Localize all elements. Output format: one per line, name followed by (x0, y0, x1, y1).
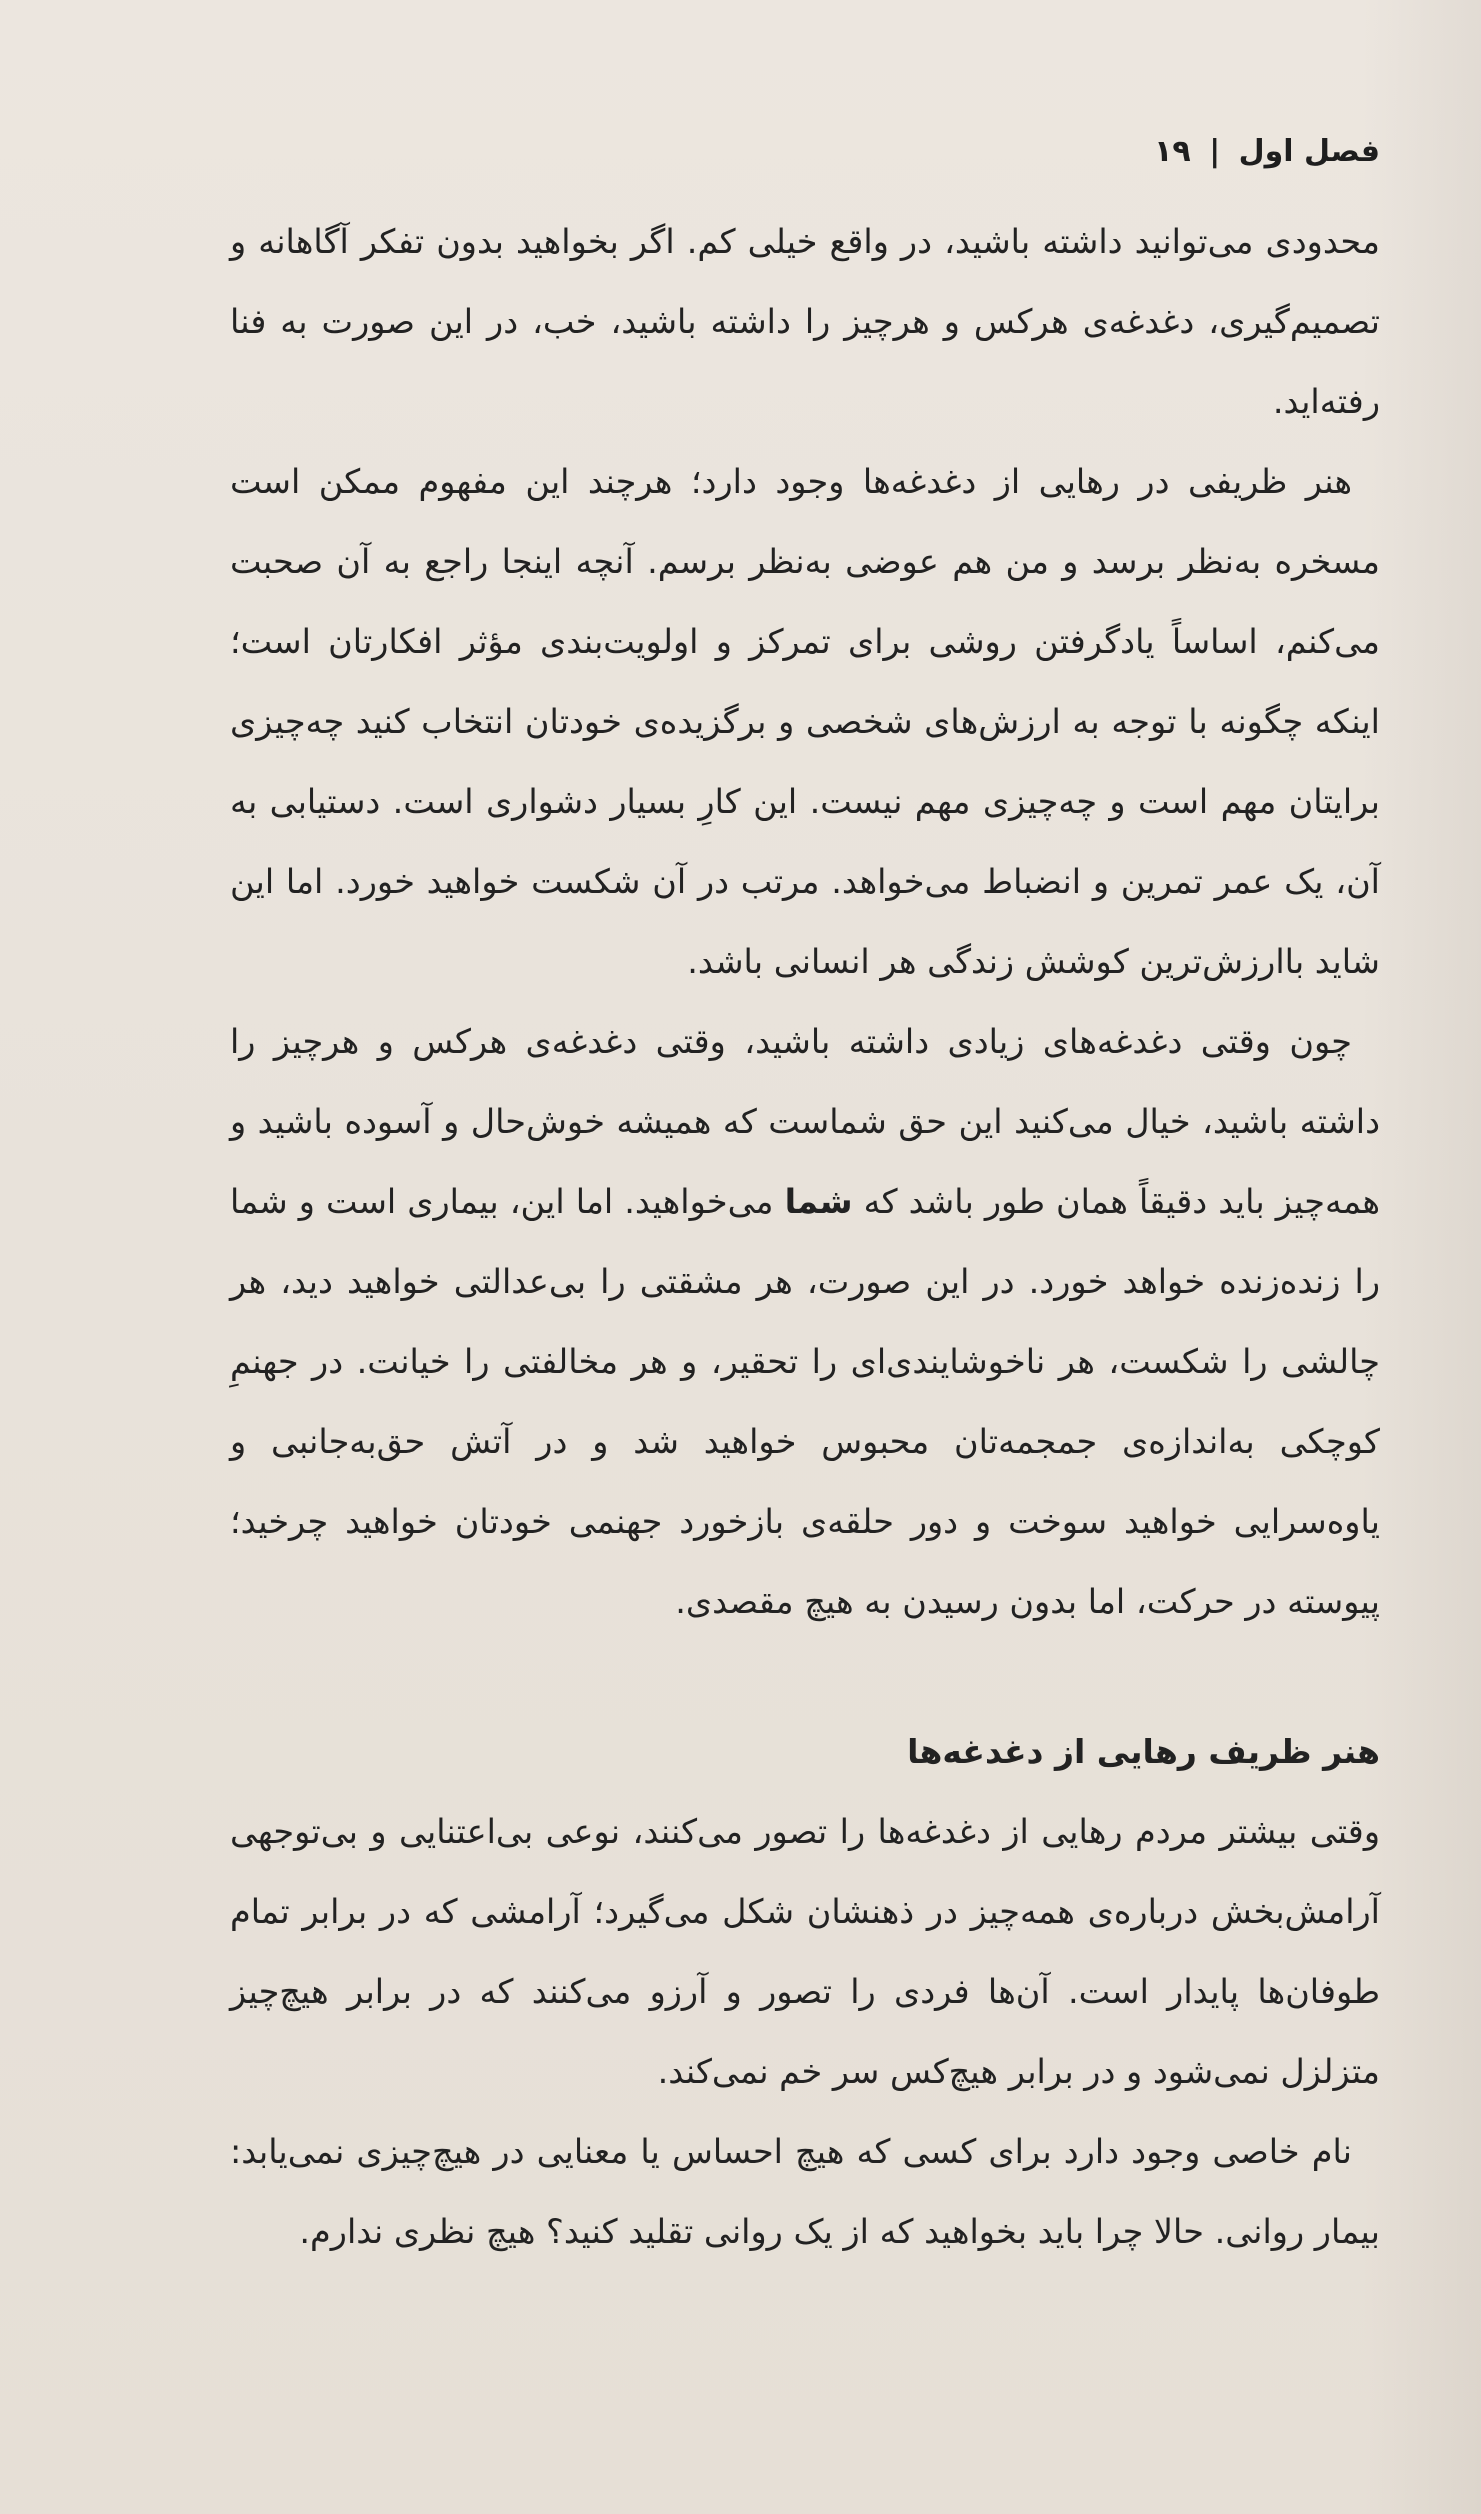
section-paragraph-2: نام خاصی وجود دارد برای کسی که هیچ احساس یا معنایی در هیچ‌چیزی نمی‌یابد: بیمار روانی. حالا چرا باید بخواهید که از یک روانی تقلید کنید؟ هیچ نظری ندارم. (230, 2132, 1380, 2251)
page-number: ۱۹ (1154, 134, 1191, 169)
paragraph-3 (230, 1002, 1380, 1642)
running-header (230, 130, 1380, 174)
header-separator: | (1209, 134, 1221, 169)
paragraph-1: محدودی می‌توانید داشته باشید، در واقع خیلی کم. اگر بخواهید بدون تفکر آگاهانه و تصمیم‌گیری، دغدغه‌ی هرکس و هرچیز را داشته باشید، خب، در این صورت به فنا رفته‌اید. (230, 222, 1380, 421)
paragraph-3-part-2: می‌خواهید. اما این، بیماری است و شما را زنده‌زنده خواهد خورد. در این صورت، هر مشقتی را بی‌عدالتی خواهید دید، هر چالشی را شکست، هر ناخوشایندی‌ای را تحقیر، و هر مخالفتی را خیانت. در جهنمِ کوچکی به‌اندازه‌ی جمجمه‌تان محبوس خواهید شد و در آتش حق‌به‌جانبی و یاوه‌سرایی خواهید سوخت و دور حلقه‌ی بازخورد جهنمی خودتان خواهید چرخید؛ پیوسته در حرکت، اما بدون رسیدن به هیچ مقصدی. (230, 1182, 1380, 1621)
emphasized-word: شما (784, 1182, 853, 1221)
paragraph-2: هنر ظریفی در رهایی از دغدغه‌ها وجود دارد؛ هرچند این مفهوم ممکن است مسخره به‌نظر برسد و من هم عوضی به‌نظر برسم. آنچه اینجا راجع به آن صحبت می‌کنم، اساساً یادگرفتن روشی برای تمرکز و اولویت‌بندی مؤثر افکارتان است؛ اینکه چگونه با توجه به ارزش‌های شخصی و برگزیده‌ی خودتان انتخاب کنید چه‌چیزی برایتان مهم است و چه‌چیزی مهم نیست. این کارِ بسیار دشواری است. دستیابی به آن، یک عمر تمرین و انضباط می‌خواهد. مرتب در آن شکست خواهید خورد. اما این شاید باارزش‌ترین کوشش زندگی هر انسانی باشد. (230, 462, 1380, 981)
chapter-title: فصل اول (1238, 134, 1380, 169)
page-content (230, 130, 1380, 2272)
section-heading: هنر ظریف رهایی از دغدغه‌ها (907, 1732, 1380, 1771)
section-paragraph-1: وقتی بیشتر مردم رهایی از دغدغه‌ها را تصور می‌کنند، نوعی بی‌اعتنایی و بی‌توجهی آرامش‌بخش درباره‌ی همه‌چیز در ذهنشان شکل می‌گیرد؛ آرامشی که در برابر تمام طوفان‌ها پایدار است. آن‌ها فردی را تصور و آرزو می‌کنند که در برابر هیچ‌چیز متزلزل نمی‌شود و در برابر هیچ‌کس سر خم نمی‌کند. (230, 1812, 1380, 2091)
paragraph-3-part-1: چون وقتی دغدغه‌های زیادی داشته باشید، وقتی دغدغه‌ی هرکس و هرچیز را داشته باشید، خیال می‌کنید این حق شماست که همیشه خوش‌حال و آسوده باشید و همه‌چیز باید دقیقاً همان طور باشد که (230, 1022, 1381, 1221)
